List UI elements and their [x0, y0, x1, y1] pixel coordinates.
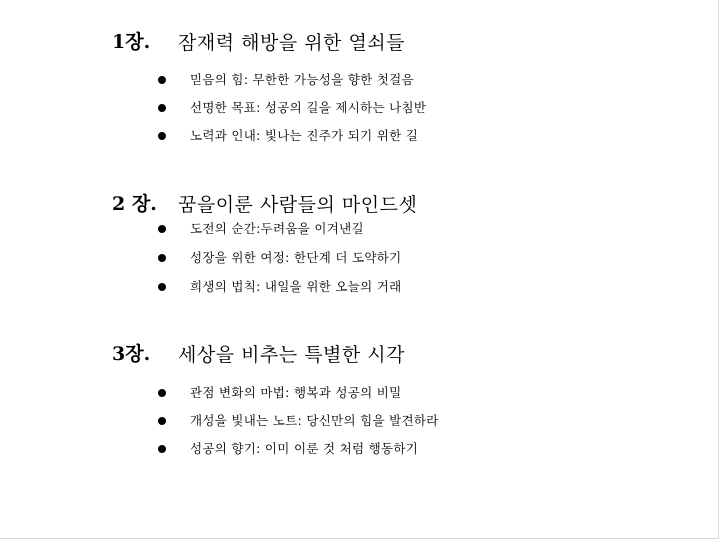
list-item-text: 개성을 빛내는 노트: 당신만의 힘을 발견하라 [190, 413, 439, 428]
bullet-icon [158, 132, 166, 140]
list-item-text: 성장을 위한 여정: 한단계 더 도약하기 [190, 250, 402, 265]
chapter-title: 잠재력 해방을 위한 열쇠들 [178, 32, 406, 54]
list-item [0, 127, 720, 151]
bullet-icon [158, 417, 166, 425]
bullet-icon [158, 76, 166, 84]
bullet-icon [158, 389, 166, 397]
chapter-title: 꿈을이룬 사람들의 마인드셋 [178, 194, 418, 216]
list-item [0, 278, 720, 302]
list-item [0, 384, 720, 408]
list-item [0, 412, 720, 436]
list-item [0, 220, 720, 244]
bullet-icon [158, 225, 166, 233]
chapter-number: 3장. [112, 343, 151, 365]
list-item-text: 노력과 인내: 빛나는 진주가 되기 위한 길 [190, 128, 419, 143]
bullet-icon [158, 445, 166, 453]
list-item-text: 성공의 향기: 이미 이룬 것 처럼 행동하기 [190, 441, 419, 456]
chapter-number: 2 장. [112, 193, 157, 215]
list-item-text: 희생의 법칙: 내일을 위한 오늘의 거래 [190, 279, 402, 294]
list-item [0, 71, 720, 95]
list-item-text: 도전의 순간:두려움을 이겨낸길 [190, 221, 364, 236]
list-item [0, 440, 720, 464]
list-item-text: 믿음의 힘: 무한한 가능성을 향한 첫걸음 [190, 72, 414, 87]
list-item-text: 선명한 목표: 성공의 길을 제시하는 나침반 [190, 100, 427, 115]
chapter-number: 1장. [112, 31, 151, 53]
list-item [0, 249, 720, 273]
bullet-icon [158, 283, 166, 291]
list-item [0, 99, 720, 123]
chapter-title: 세상을 비추는 특별한 시각 [178, 344, 406, 366]
bullet-icon [158, 254, 166, 262]
list-item-text: 관점 변화의 마법: 행복과 성공의 비밀 [190, 385, 402, 400]
bullet-icon [158, 104, 166, 112]
